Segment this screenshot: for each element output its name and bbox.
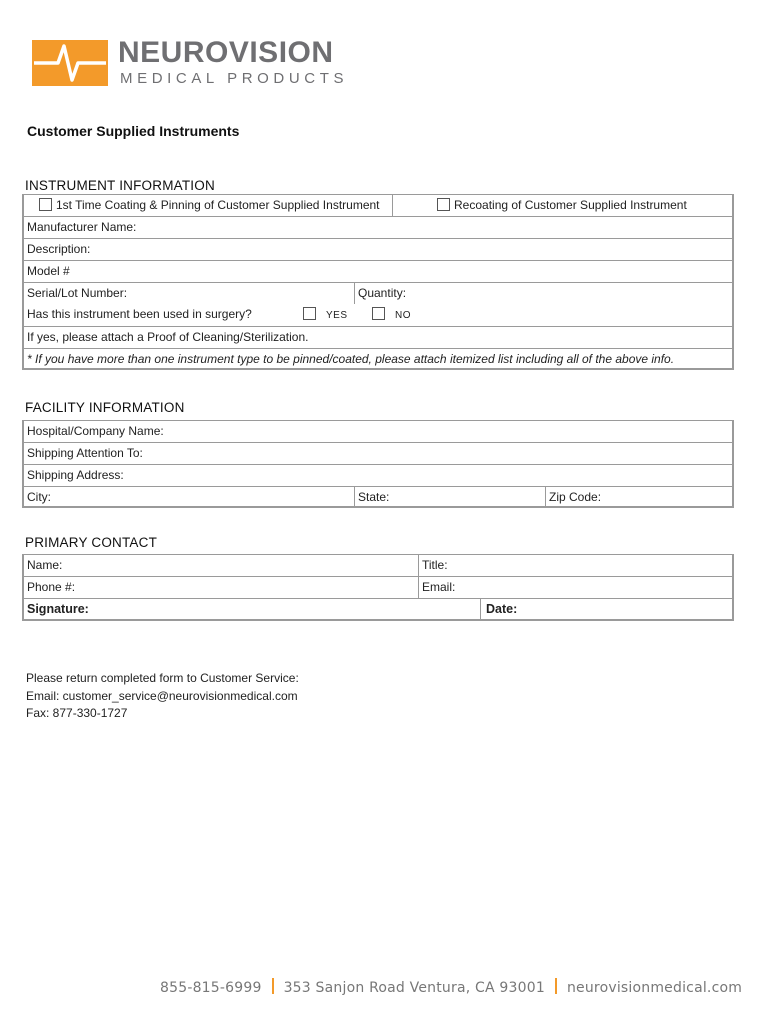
coating-options-row [22, 194, 734, 216]
multi-instrument-note: * If you have more than one instrument type to be pinned/coated, please attach itemized list including all of the above info. [27, 352, 675, 366]
footer-separator [555, 978, 557, 994]
surgery-row [22, 304, 734, 326]
hospital-row[interactable] [22, 420, 734, 442]
proof-note-row [22, 326, 734, 348]
address-row[interactable] [22, 464, 734, 486]
form-title: Customer Supplied Instruments [27, 123, 240, 139]
description-row[interactable] [22, 238, 734, 260]
pulse-wave-icon [32, 40, 108, 86]
model-row[interactable] [22, 260, 734, 282]
footer-contact-bar [160, 978, 742, 996]
name-title-row [22, 554, 734, 576]
serial-quantity-row [22, 282, 734, 304]
instrument-table [22, 194, 734, 370]
first-time-option[interactable]: 1st Time Coating & Pinning of Customer Supplied Instrument [36, 195, 380, 216]
attention-row[interactable] [22, 442, 734, 464]
contact-table [22, 554, 734, 621]
description-label: Description: [27, 242, 91, 256]
multi-instrument-note-row [22, 348, 734, 370]
facility-table [22, 420, 734, 508]
return-email[interactable]: Email: customer_service@neurovisionmedical.com [26, 688, 298, 703]
title-label[interactable]: Title: [422, 558, 448, 572]
brand-tagline: MEDICAL PRODUCTS [120, 70, 349, 87]
signature-date-row [22, 598, 734, 621]
city-state-zip-row [22, 486, 734, 508]
first-time-checkbox[interactable] [39, 198, 52, 211]
attention-label: Shipping Attention To: [27, 446, 143, 460]
brand-name: NEUROVISION [118, 36, 334, 69]
hospital-label: Hospital/Company Name: [27, 424, 164, 438]
no-checkbox[interactable] [372, 307, 385, 320]
footer-phone: 855-815-6999 [160, 980, 262, 996]
address-label: Shipping Address: [27, 468, 124, 482]
email-label[interactable]: Email: [422, 580, 456, 594]
yes-checkbox[interactable] [303, 307, 316, 320]
return-line: Please return completed form to Customer Service: [26, 671, 299, 685]
phone-label[interactable]: Phone #: [27, 580, 76, 594]
yes-option[interactable]: YES [300, 304, 348, 326]
city-label[interactable]: City: [27, 490, 51, 504]
no-option[interactable]: NO [369, 304, 411, 326]
model-label: Model # [27, 264, 70, 278]
instrument-section-heading: INSTRUMENT INFORMATION [25, 178, 215, 193]
footer-separator [272, 978, 274, 994]
signature-label[interactable]: Signature: [27, 602, 89, 616]
state-label[interactable]: State: [358, 490, 390, 504]
footer-website[interactable]: neurovisionmedical.com [566, 980, 743, 996]
surgery-question: Has this instrument been used in surgery? [27, 307, 252, 321]
return-instructions [26, 670, 299, 723]
footer-address: 353 Sanjon Road Ventura, CA 93001 [283, 980, 545, 996]
manufacturer-row[interactable] [22, 216, 734, 238]
phone-email-row [22, 576, 734, 598]
company-logo [32, 36, 349, 90]
proof-note: If yes, please attach a Proof of Cleaning/Sterilization. [27, 330, 309, 344]
recoating-checkbox[interactable] [437, 198, 450, 211]
date-label[interactable]: Date: [486, 602, 518, 616]
manufacturer-label: Manufacturer Name: [27, 220, 137, 234]
return-fax: Fax: 877-330-1727 [26, 706, 128, 720]
facility-section-heading: FACILITY INFORMATION [25, 400, 185, 415]
serial-label[interactable]: Serial/Lot Number: [27, 286, 128, 300]
recoating-option[interactable]: Recoating of Customer Supplied Instrument [434, 195, 687, 216]
zip-label[interactable]: Zip Code: [549, 490, 602, 504]
name-label[interactable]: Name: [27, 558, 63, 572]
contact-section-heading: PRIMARY CONTACT [25, 535, 158, 550]
quantity-label[interactable]: Quantity: [358, 286, 407, 300]
